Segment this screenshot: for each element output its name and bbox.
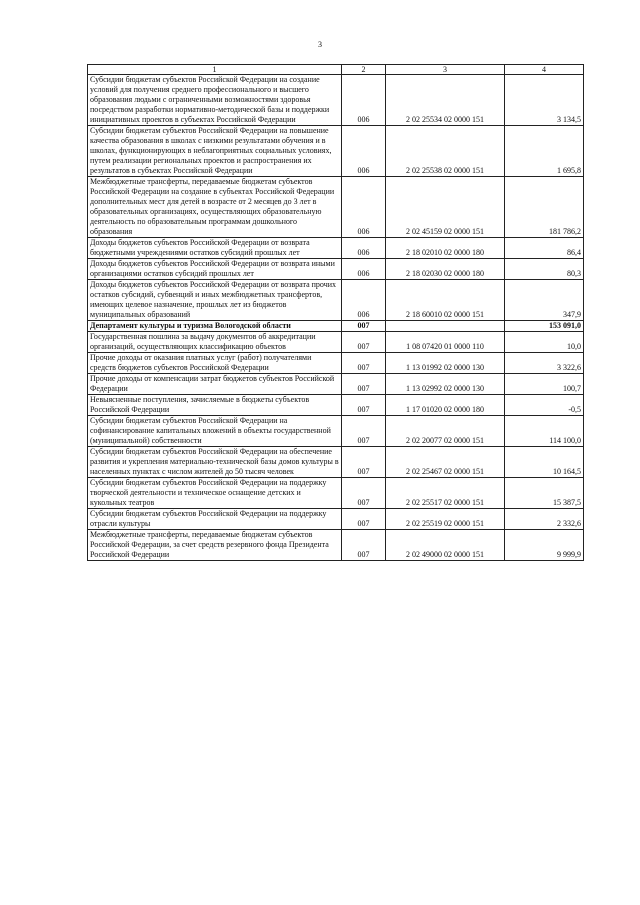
row-name: Субсидии бюджетам субъектов Российской Федерации на поддержку отрасли культуры [88, 509, 342, 530]
row-name: Прочие доходы от оказания платных услуг (работ) получателями средств бюджетов субъектов Российской Федерации [88, 353, 342, 374]
row-code: 006 [342, 238, 386, 259]
row-kbk: 2 02 25517 02 0000 151 [386, 478, 505, 509]
row-kbk: 1 13 02992 02 0000 130 [386, 374, 505, 395]
row-name: Субсидии бюджетам субъектов Российской Федерации на софинансирование капитальных вложений в объекты государственной (муниципальной) собственности [88, 416, 342, 447]
row-code: 007 [342, 509, 386, 530]
column-header: 2 [342, 65, 386, 75]
row-amount: 153 091,0 [505, 321, 584, 332]
table-row [88, 75, 584, 126]
row-code: 007 [342, 353, 386, 374]
row-kbk: 2 02 45159 02 0000 151 [386, 177, 505, 238]
row-kbk: 1 13 01992 02 0000 130 [386, 353, 505, 374]
page-number: 3 [318, 40, 322, 49]
row-amount: 181 786,2 [505, 177, 584, 238]
row-name: Доходы бюджетов субъектов Российской Федерации от возврата прочих остатков субсидий, субвенций и иных межбюджетных трансфертов, имеющих целевое назначение, прошлых лет из бюджетов муниципальных образований [88, 280, 342, 321]
row-code: 007 [342, 530, 386, 561]
row-name: Межбюджетные трансферты, передаваемые бюджетам субъектов Российской Федерации, за счет средств резервного фонда Президента Российской Федерации [88, 530, 342, 561]
row-code: 007 [342, 416, 386, 447]
row-code: 007 [342, 395, 386, 416]
row-code: 007 [342, 374, 386, 395]
table-row [88, 447, 584, 478]
row-kbk: 2 02 25467 02 0000 151 [386, 447, 505, 478]
row-name: Прочие доходы от компенсации затрат бюджетов субъектов Российской Федерации [88, 374, 342, 395]
row-code: 007 [342, 447, 386, 478]
table-row [88, 332, 584, 353]
row-name: Доходы бюджетов субъектов Российской Федерации от возврата бюджетными учреждениями остатков субсидий прошлых лет [88, 238, 342, 259]
row-kbk: 2 02 49000 02 0000 151 [386, 530, 505, 561]
row-code: 006 [342, 177, 386, 238]
department-row [88, 321, 584, 332]
row-code: 006 [342, 280, 386, 321]
row-kbk: 2 02 20077 02 0000 151 [386, 416, 505, 447]
row-kbk: 2 18 02010 02 0000 180 [386, 238, 505, 259]
table-row [88, 478, 584, 509]
row-code: 006 [342, 126, 386, 177]
table-row [88, 509, 584, 530]
row-amount: 15 387,5 [505, 478, 584, 509]
column-header: 3 [386, 65, 505, 75]
row-amount: 10,0 [505, 332, 584, 353]
row-kbk: 2 02 25519 02 0000 151 [386, 509, 505, 530]
row-name: Государственная пошлина за выдачу документов об аккредитации организаций, осуществляющих классификацию объектов [88, 332, 342, 353]
row-name: Субсидии бюджетам субъектов Российской Федерации на поддержку творческой деятельности и техническое оснащение детских и кукольных театров [88, 478, 342, 509]
row-kbk [386, 321, 505, 332]
table-row [88, 126, 584, 177]
budget-table [87, 64, 584, 561]
row-amount: 1 695,8 [505, 126, 584, 177]
row-kbk: 1 08 07420 01 0000 110 [386, 332, 505, 353]
table-row [88, 530, 584, 561]
row-kbk: 2 18 02030 02 0000 180 [386, 259, 505, 280]
table-row [88, 280, 584, 321]
row-amount: 114 100,0 [505, 416, 584, 447]
row-name: Межбюджетные трансферты, передаваемые бюджетам субъектов Российской Федерации на создание в субъектах Российской Федерации дополнительных мест для детей в возрасте от 2 месяцев до 3 лет в образовательных организациях, осуществляющих образовательную деятельность по образовательным программам дошкольного образования [88, 177, 342, 238]
table-row [88, 177, 584, 238]
row-code: 006 [342, 75, 386, 126]
row-kbk: 2 02 25534 02 0000 151 [386, 75, 505, 126]
table-row [88, 259, 584, 280]
table-row [88, 238, 584, 259]
row-amount: 2 332,6 [505, 509, 584, 530]
table-row [88, 353, 584, 374]
row-amount: 100,7 [505, 374, 584, 395]
row-amount: 9 999,9 [505, 530, 584, 561]
row-code: 007 [342, 321, 386, 332]
row-amount: 3 134,5 [505, 75, 584, 126]
row-amount: 86,4 [505, 238, 584, 259]
row-code: 007 [342, 478, 386, 509]
row-amount: 347,9 [505, 280, 584, 321]
row-amount: -0,5 [505, 395, 584, 416]
table-row [88, 395, 584, 416]
row-amount: 10 164,5 [505, 447, 584, 478]
header-row [88, 65, 584, 75]
row-name: Субсидии бюджетам субъектов Российской Федерации на повышение качества образования в школах с низкими результатами обучения и в школах, функционирующих в неблагоприятных социальных условиях, путем реализации региональных проектов и распространения их результатов в субъектах Российской Федерации [88, 126, 342, 177]
row-name: Субсидии бюджетам субъектов Российской Федерации на обеспечение развития и укрепления материально-технической базы домов культуры в населенных пунктах с числом жителей до 50 тысяч человек [88, 447, 342, 478]
table-row [88, 374, 584, 395]
row-name: Доходы бюджетов субъектов Российской Федерации от возврата иными организациями остатков субсидий прошлых лет [88, 259, 342, 280]
column-header: 4 [505, 65, 584, 75]
row-code: 006 [342, 259, 386, 280]
row-kbk: 2 02 25538 02 0000 151 [386, 126, 505, 177]
column-header: 1 [88, 65, 342, 75]
row-name: Департамент культуры и туризма Вологодской области [88, 321, 342, 332]
table-row [88, 416, 584, 447]
row-name: Субсидии бюджетам субъектов Российской Федерации на создание условий для получения среднего профессионального и высшего образования людьми с ограниченными возможностями здоровья посредством разработки нормативно-методической базы и поддержки инициативных проектов в субъектах Российской Федерации [88, 75, 342, 126]
row-amount: 3 322,6 [505, 353, 584, 374]
row-name: Невыясненные поступления, зачисляемые в бюджеты субъектов Российской Федерации [88, 395, 342, 416]
row-kbk: 1 17 01020 02 0000 180 [386, 395, 505, 416]
row-kbk: 2 18 60010 02 0000 151 [386, 280, 505, 321]
row-amount: 80,3 [505, 259, 584, 280]
row-code: 007 [342, 332, 386, 353]
